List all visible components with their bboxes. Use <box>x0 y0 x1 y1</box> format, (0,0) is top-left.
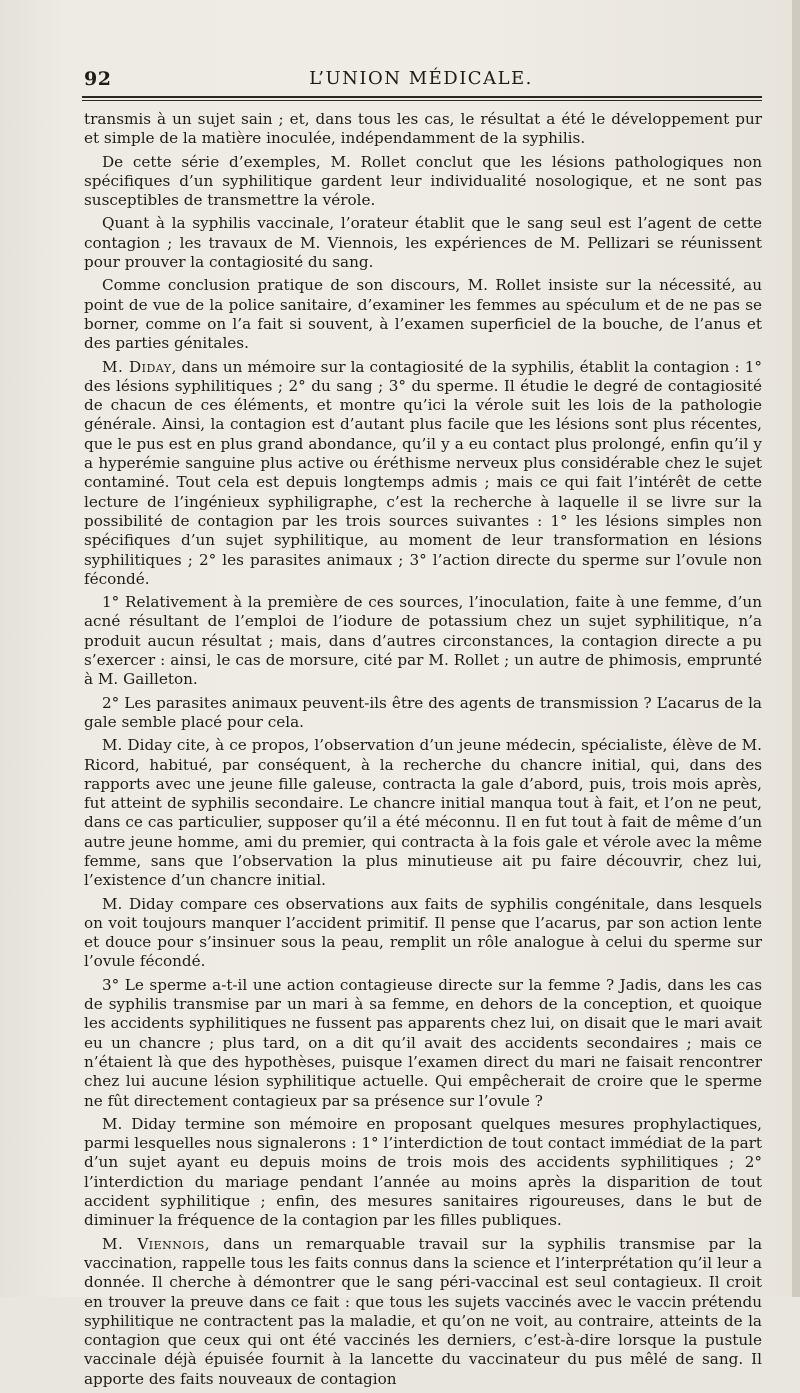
paragraph: transmis à un sujet sain ; et, dans tous les cas, le résultat a été le développement pur et simple de la matière inoculée, indépendamment de la syphilis. <box>84 110 762 148</box>
header-rule <box>82 96 762 98</box>
paragraph: M. Diday compare ces observations aux faits de syphilis congénitale, dans lesquels on voit toujours manquer l’accident primitif. Il pense que l’acarus, par son action lente et douce pour s’insinuer sous la peau, remplit un rôle analogue à celui du sperme sur l’ovule fécondé. <box>84 894 762 971</box>
page-number: 92 <box>84 68 112 90</box>
paragraph: M. Viennois, dans un remarquable travail sur la syphilis transmise par la vaccination, rappelle tous les faits connus dans la science et l’interprétation qu’il leur a donnée. Il cherche à démontrer que le sang péri-vaccinal est seul contagieux. Il croit en trouver la preuve dans ce fait : que tous les sujets vaccinés avec le vaccin prétendu syphilitique ne contractent pas la maladie, et qu’on ne voit, au contraire, atteints de la contagion que ceux qui ont été vaccinés les derniers, c’est-à-dire lorsque la pustule vaccinale déjà épuisée fournit à la lancette du vaccinateur du pus mêlé de sang. Il apporte des faits nouveaux de contagion <box>84 1234 763 1388</box>
page-edge <box>792 0 800 1297</box>
paragraph: De cette série d’exemples, M. Rollet conclut que les lésions pathologiques non spécifiques d’un syphilitique gardent leur individualité nosologique, et ne sont pas susceptibles de transmettre la vérole. <box>84 152 762 210</box>
paragraph: 3° Le sperme a-t-il une action contagieuse directe sur la femme ? Jadis, dans les cas de syphilis transmise par un mari à sa femme, en dehors de la conception, et quoique les accidents syphilitiques ne fussent pas apparents chez lui, on disait que le mari avait eu un chancre ; plus tard, on a dit qu’il avait des accidents secondaires ; mais ce n’étaient là que des hypothèses, puisque l’examen direct du mari ne faisait rencontrer chez lui aucune lésion syphilitique actuelle. Qui empêcherait de croire que le sperme ne fût directement contagieux par sa présence sur l’ovule ? <box>84 975 762 1110</box>
paragraph: 2° Les parasites animaux peuvent-ils être des agents de transmission ? L’acarus de la gale semble placé pour cela. <box>84 693 762 731</box>
paragraph: M. Diday, dans un mémoire sur la contagiosité de la syphilis, établit la contagion : 1° des lésions syphilitiques ; 2° du sang ; 3° du sperme. Il étudie le degré de contagiosité de chacun de ces éléments, et montre qu’ici la vérole suit les lois de la pathologie générale. Ainsi, la contagion est d’autant plus facile que les lésions sont plus récentes, que le pus est en plus grand abondance, qu’il y a eu contact plus prolongé, enfin qu’il y a hyperémie sanguine plus active ou éréthisme nerveux plus considérable chez le sujet contaminé. Tout cela est depuis longtemps admis ; mais ce qui fait l’intérêt de cette lecture de l’ingénieux syphiligraphe, c’est la recherche à laquelle il se livre sur la possibilité de contagion par les trois sources suivantes : 1° les lésions simples non spécifiques d’un sujet syphilitique, au moment de leur transformation en lésions syphilitiques ; 2° les parasites animaux ; 3° l’action directe du sperme sur l’ovule non fécondé. <box>84 357 762 588</box>
article-body <box>84 110 762 1393</box>
speaker-name: M. Viennois <box>102 1234 205 1253</box>
paragraph: M. Diday cite, à ce propos, l’observation d’un jeune médecin, spécialiste, élève de M. Ricord, habitué, par conséquent, à la recherche du chancre initial, qui, dans des rapports avec une jeune fille galeuse, contracta la gale d’abord, puis, trois mois après, fut atteint de syphilis secondaire. Le chancre initial manqua tout à fait, et l’on ne peut, dans ce cas particulier, supposer qu’il a été méconnu. Il en fut tout à fait de même d’un autre jeune homme, ami du premier, qui contracta à la fois gale et vérole avec la même femme, sans que l’observation la plus minutieuse ait pu faire découvrir, chez lui, l’existence d’un chancre initial. <box>84 736 762 890</box>
journal-title: L’UNION MÉDICALE. <box>309 68 533 89</box>
paragraph: M. Diday termine son mémoire en proposant quelques mesures prophylactiques, parmi lesquelles nous signalerons : 1° l’interdiction de tout contact immédiat de la part d’un sujet ayant eu depuis moins de trois mois des accidents syphilitiques ; 2° l’interdiction du mariage pendant l’année au moins après la disparition de tout accident syphilitique ; enfin, des mesures sanitaires rigoureuses, dans le but de diminuer la fréquence de la contagion par les filles publiques. <box>84 1114 762 1230</box>
paragraph: Comme conclusion pratique de son discours, M. Rollet insiste sur la nécessité, au point de vue de la police sanitaire, d’examiner les femmes au spéculum et de ne pas se borner, comme on l’a fait si souvent, à l’examen superficiel de la bouche, de l’anus et des parties génitales. <box>84 276 762 353</box>
page-header <box>80 60 762 96</box>
paragraph: Quant à la syphilis vaccinale, l’orateur établit que le sang seul est l’agent de cette contagion ; les travaux de M. Viennois, les expériences de M. Pellizari se réunissent pour prouver la contagiosité du sang. <box>84 214 762 272</box>
speaker-name: M. Diday <box>102 357 172 376</box>
paragraph: 1° Relativement à la première de ces sources, l’inoculation, faite à une femme, d’un acné résultant de l’emploi de l’iodure de potassium chez un sujet syphilitique, n’a produit aucun résultat ; mais, dans d’autres circonstances, la contagion directe a pu s’exercer : ainsi, le cas de morsure, cité par M. Rollet ; un autre de phimosis, emprunté à M. Gailleton. <box>84 593 762 689</box>
header-rule-thin <box>82 100 762 101</box>
